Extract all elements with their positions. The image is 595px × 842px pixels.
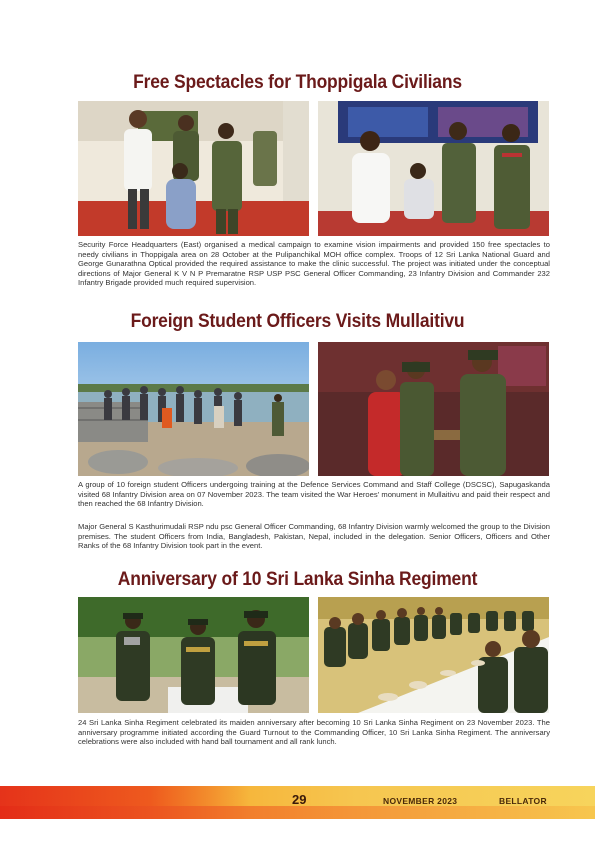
photo-spectacles-handover bbox=[318, 101, 549, 236]
footer-magazine-name: BELLATOR bbox=[499, 796, 547, 806]
article2-body-paragraph-2: Major General S Kasthurimudali RSP ndu psc General Officer Commanding, 68 Infantry Division warmly welcomed the group to the Division premises. The student Officers from India, Bangladesh, Pakistan, Nepal, included in the delegation. Senior Officers, Officers and Other Ranks of the 68 Infantry Division took part in the event. bbox=[78, 522, 550, 551]
article3-body: 24 Sri Lanka Sinha Regiment celebrated its maiden anniversary after becoming 10 Sri Lanka Sinha Regiment on 23 November 2023. The anniversary programme initiated according the Guard Turnout to the Commanding Officer, 10 Sri Lanka Sinha Regiment. The anniversary celebrations were also included with hand ball tournament and all rank lunch. bbox=[78, 718, 550, 747]
photo-group-at-lagoon bbox=[78, 342, 309, 476]
article1-body: Security Force Headquarters (East) organised a medical campaign to examine vision impairments and provided 150 free spectacles to needy civilians in Thoppigala area on 28 October at the Pulipanchikal MOH office complex. Troops of 12 Sri Lanka National Guard and George Gunarathna Optical provided the required assistance to make the clinic successful. The project was initiated under the conceptual directions of Major General K V N P Premaratne RSP USP PSC General Officer Commanding, 23 Infantry Division and Commander 232 Infantry Brigade provided much required supervision. bbox=[78, 240, 550, 288]
page-number: 29 bbox=[292, 792, 307, 807]
headline-free-spectacles: Free Spectacles for Thoppigala Civilians bbox=[133, 72, 462, 93]
headline-foreign-student-officers: Foreign Student Officers Visits Mullaitivu bbox=[130, 311, 465, 332]
footer-issue-date: NOVEMBER 2023 bbox=[383, 796, 458, 806]
footer-accent-stripe bbox=[0, 806, 595, 819]
article2-body-paragraph-1: A group of 10 foreign student Officers undergoing training at the Defence Services Command and Staff College (DSCSC), Sapugaskanda visited 68 Infantry Division area on 07 November 2023. The team visited the War Heroes' monument in Mullaitivu and paid their respect and then reached the 68 Infantry Division. bbox=[78, 480, 550, 509]
photo-eye-examination bbox=[78, 101, 309, 236]
photo-memento-presentation bbox=[318, 342, 549, 476]
headline-sinha-regiment-anniversary: Anniversary of 10 Sri Lanka Sinha Regiment bbox=[117, 569, 478, 590]
photo-guard-turnout bbox=[78, 597, 309, 713]
photo-all-rank-lunch bbox=[318, 597, 549, 713]
